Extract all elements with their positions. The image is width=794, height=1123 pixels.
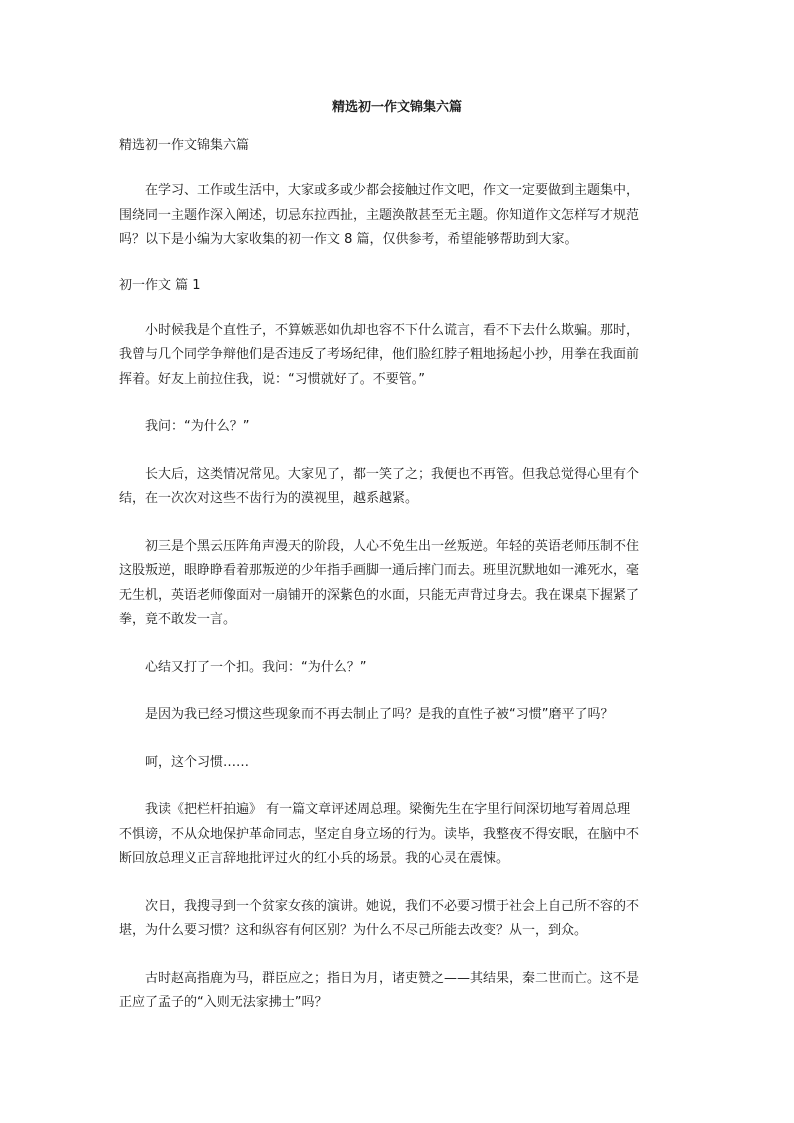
paragraph-line: 初三是个黑云压阵角声漫天的阶段，人心不免生出一丝叛逆。年轻的英语老师压制不住 (119, 538, 640, 554)
section-heading (119, 276, 679, 296)
paragraph-line: 结，在一次次对这些不齿行为的漠视里，越系越紧。 (119, 491, 419, 506)
paragraph (119, 798, 679, 872)
document-body (119, 136, 679, 1039)
paragraph-line: 古时赵高指鹿为马，群臣应之；指日为月，诸吏赞之——其结果，秦二世而亡。这不是 (119, 970, 640, 986)
paragraph-line: 不惧谤，不从众地保护革命同志，坚定自身立场的行为。读毕，我整夜不得安眠，在脑中不 (119, 826, 640, 842)
paragraph (119, 319, 679, 393)
paragraph-line: 正应了孟子的“入则无法家拂士”吗？ (119, 995, 328, 1010)
paragraph (119, 415, 679, 440)
paragraph (119, 751, 679, 776)
paragraph-line: 心结又打了一个扣。我问：“为什么？” (119, 659, 367, 675)
paragraph-line: 堪，为什么要习惯？这和纵容有何区别？为什么不尽己所能去改变？从一，到众。 (119, 923, 588, 938)
paragraph-line: 呵，这个习惯…… (119, 754, 250, 770)
paragraph (119, 179, 679, 253)
paragraph-line: 是因为我已经习惯这些现象而不再去制止了吗？是我的直性子被“习惯”磨平了吗？ (119, 707, 614, 722)
paragraph-line: 拳，竟不敢发一言。 (119, 612, 237, 627)
paragraph-line: 围绕同一主题作深入阐述，切忌东拉西扯，主题涣散甚至无主题。你知道作文怎样写才规范 (119, 207, 640, 223)
paragraph (119, 463, 679, 512)
paragraph (119, 656, 679, 681)
paragraph-line: 长大后，这类情况常见。大家见了，都一笑了之；我便也不再管。但我总觉得心里有个 (119, 466, 640, 482)
document-subtitle: 精选初一作文锦集六篇 (119, 138, 250, 153)
paragraph (119, 535, 679, 633)
paragraph-line: 挥着。好友上前拉住我，说：“习惯就好了。不要管。” (119, 371, 425, 387)
paragraph-line: 小时候我是个直性子，不算嫉恶如仇却也容不下什么谎言，看不下去什么欺骗。那时， (119, 322, 640, 338)
paragraph-line: 无生机，英语老师像面对一扇铺开的深紫色的水面，只能无声背过身去。我在课桌下握紧了 (119, 587, 640, 603)
paragraph-line: 我读《把栏杆拍遍》 有一篇文章评述周总理。梁衡先生在字里行间深切地写着周总理 (119, 802, 631, 817)
paragraph-line: 在学习、工作或生活中，大家或多或少都会接触过作文吧，作文一定要做到主题集中， (119, 183, 640, 198)
paragraph (119, 703, 679, 728)
paragraph-line: 我曾与几个同学争辩他们是否违反了考场纪律，他们脸红脖子粗地扬起小抄，用拳在我面前 (119, 347, 640, 362)
paragraph-line: 次日，我搜寻到一个贫家女孩的演讲。她说，我们不必要习惯于社会上自己所不容的不 (119, 898, 640, 914)
paragraph-line: 初一作文 篇 1 (119, 277, 201, 293)
paragraph-line: 我问：“为什么？” (119, 419, 250, 434)
document-title: 精选初一作文锦集六篇 (331, 100, 462, 115)
paragraph (119, 967, 679, 1016)
paragraph (119, 895, 679, 944)
paragraph-line: 断回放总理义正言辞地批评过火的红小兵的场景。我的心灵在震悚。 (119, 851, 510, 866)
paragraph-line: 吗？以下是小编为大家收集的初一作文 8 篇，仅供参考，希望能够帮助到大家。 (119, 232, 578, 247)
paragraph-line: 这股叛逆，眼睁睁看着那叛逆的少年指手画脚一通后摔门而去。班里沉默地如一滩死水，毫 (119, 563, 640, 578)
